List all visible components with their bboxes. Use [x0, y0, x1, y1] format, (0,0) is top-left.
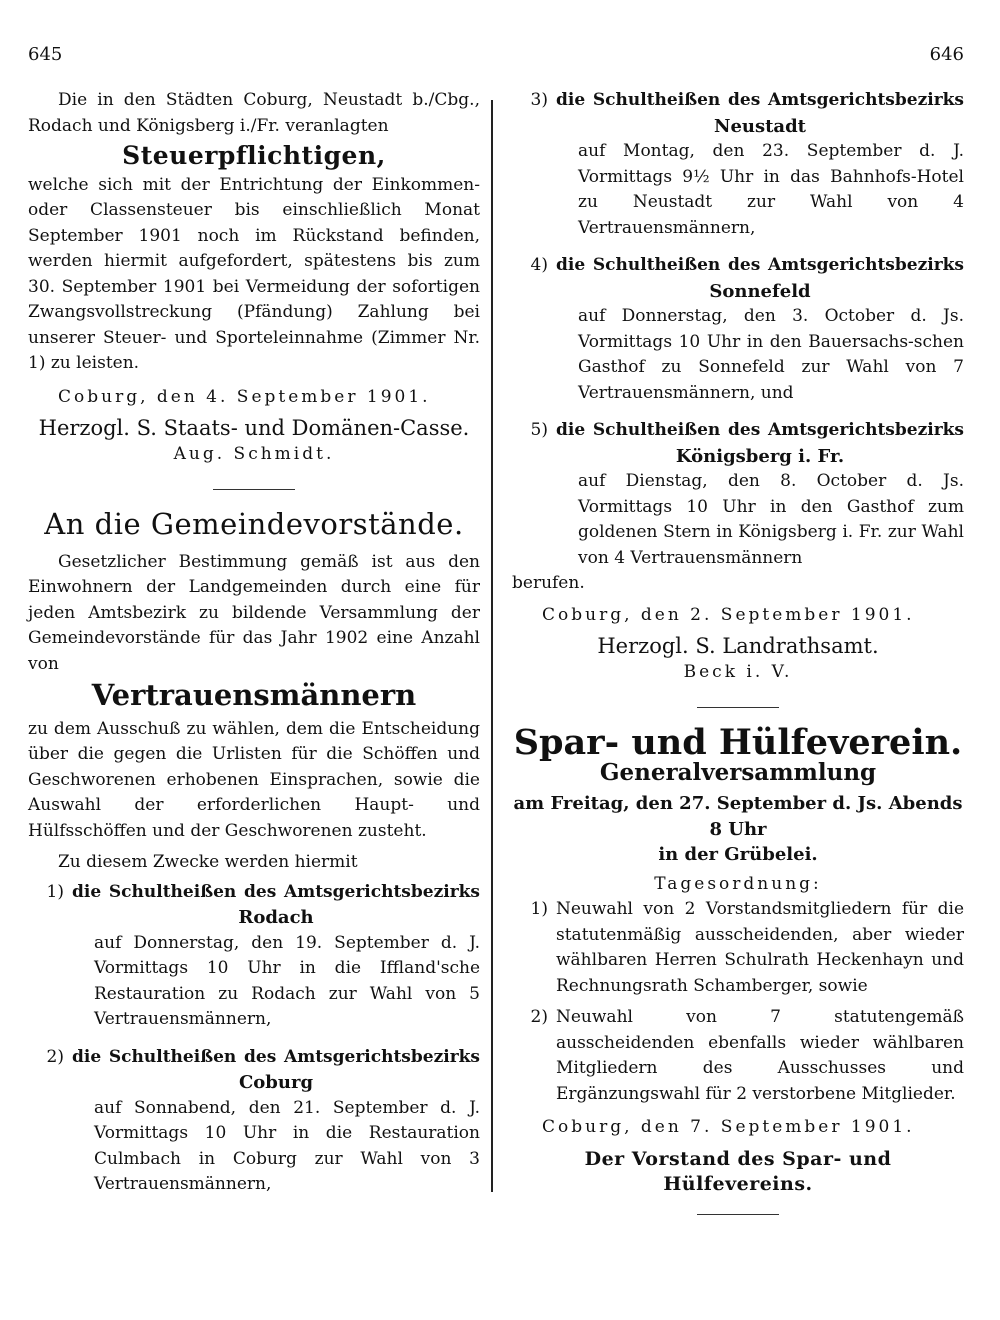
council-notice-subheading: Vertrauensmännern: [91, 678, 417, 712]
list-item-place: Coburg: [238, 1072, 314, 1093]
agenda-item-number: 2): [530, 1007, 548, 1027]
council-notice: [28, 507, 480, 1198]
association-notice: [512, 722, 964, 1215]
list-item-heading: die Schultheißen des Amtsgerichtsbezirks: [556, 420, 964, 440]
agenda-item-text: Neuwahl von 7 statutengemäß ausscheidenden ebenfalls wieder wählbaren Mitgliedern des Ausschusses und Ergänzungswahl für 2 verstorbene Mitglieder.: [556, 1007, 964, 1104]
list-item-number: 4): [530, 255, 548, 275]
closing-word: berufen.: [512, 573, 585, 593]
council-notice-body: Gesetzlicher Bestimmung gemäß ist aus den Einwohnern der Landgemeinden durch eine für jeden Amtsbezirk zu bildende Versammlung der Gemeindevorstände für das Jahr 1902 eine Anzahl von: [28, 551, 480, 674]
association-subtitle: Generalversammlung: [599, 758, 877, 786]
council-notice-signatory: Beck i. V.: [683, 661, 793, 682]
agenda-item-number: 1): [530, 899, 548, 919]
agenda-item-text: Neuwahl von 2 Vorstandsmitgliedern für die statutenmäßig ausscheidenden, aber wieder wählbaren Herren Schulrath Heckenhayn und Rechnungsrath Schamberger, sowie: [556, 899, 964, 996]
meeting-venue-line: in der Grübelei.: [658, 844, 818, 865]
tax-notice: [28, 88, 480, 467]
page-number-left: 645: [28, 44, 63, 65]
list-item-text: auf Sonnabend, den 21. September d. J. Vormittags 10 Uhr in die Restauration Culmbach in Coburg zur Wahl von 3 Vertrauensmännern,: [94, 1097, 480, 1194]
council-notice-continued: [512, 88, 964, 685]
meeting-date-line: am Freitag, den 27. September d. Js. Abends 8 Uhr: [513, 793, 963, 840]
association-place-date: Coburg, den 7. September 1901.: [542, 1117, 915, 1137]
list-item-text: auf Donnerstag, den 3. October d. Js. Vormittags 10 Uhr in den Bauersachs-schen Gasthof zu Sonnefeld zur Wahl von 7 Vertrauensmännern, und: [578, 306, 964, 403]
list-item-text: auf Dienstag, den 8. October d. Js. Vormittags 10 Uhr in den Gasthof zum goldenen Stern in Königsberg i. Fr. zur Wahl von 4 Vertrauensmännern: [578, 471, 964, 568]
list-item-heading: die Schultheißen des Amtsgerichtsbezirks: [556, 90, 964, 110]
list-item-number: 5): [530, 420, 548, 440]
list-item: [512, 88, 964, 241]
council-notice-place-date: Coburg, den 2. September 1901.: [542, 604, 915, 625]
list-item-text: auf Montag, den 23. September d. J. Vormittags 9½ Uhr in das Bahnhofs-Hotel zu Neustadt zur Wahl von 4 Vertrauensmännern,: [578, 141, 964, 238]
agenda-item: [512, 897, 964, 999]
section-rule: [697, 707, 779, 708]
list-item-place: Neustadt: [713, 115, 806, 137]
left-column: [28, 88, 480, 1198]
list-item: [28, 880, 480, 1033]
list-item-heading: die Schultheißen des Amtsgerichtsbezirks: [556, 255, 964, 275]
council-notice-signature: Herzogl. S. Landrathsamt.: [597, 634, 879, 658]
list-item-heading: die Schultheißen des Amtsgerichtsbezirks: [72, 881, 480, 902]
column-divider: [491, 100, 493, 1192]
council-notice-heading: An die Gemeindevorstände.: [44, 507, 464, 541]
list-item-place: Sonnefeld: [709, 280, 811, 302]
agenda-label: Tagesordnung:: [654, 873, 822, 894]
tax-notice-heading: Steuerpflichtigen,: [122, 141, 386, 170]
list-item-heading: die Schultheißen des Amtsgerichtsbezirks: [72, 1046, 480, 1067]
agenda-item: [512, 1005, 964, 1107]
list-item: [512, 418, 964, 571]
association-signature: Der Vorstand des Spar- und Hülfevereins.: [584, 1147, 892, 1195]
section-rule: [213, 489, 295, 490]
list-item-number: 2): [46, 1046, 64, 1067]
list-item: [28, 1045, 480, 1198]
tax-notice-body: welche sich mit der Entrichtung der Einkommen- oder Classensteuer bis einschließlich Monat September 1901 noch im Rückstand befinden, werden hiermit aufgefordert, spätestens bis zum 30. September 1901 bei Vermeidung der sofortigen Zwangsvollstreckung (Pfändung) Zahlung bei unserer Steuer- und Sporteleinnahme (Zimmer Nr. 1) zu leisten.: [28, 174, 480, 373]
tax-notice-place-date: Coburg, den 4. September 1901.: [58, 386, 431, 407]
section-rule: [697, 1214, 779, 1215]
tax-notice-intro: Die in den Städten Coburg, Neustadt b./Cbg., Rodach und Königsberg i./Fr. veranlagten: [28, 90, 480, 136]
council-notice-body2: zu dem Ausschuß zu wählen, dem die Entscheidung über die gegen die Urlisten für die Schöffen und Geschworenen erhobenen Einsprachen, sowie die Auswahl der erforderlichen Haupt- und Hülfsschöffen und der Geschworenen zusteht.: [28, 718, 480, 841]
list-item-number: 1): [46, 881, 64, 902]
page-number-right: 646: [929, 44, 964, 65]
council-notice-lead: Zu diesem Zwecke werden hiermit: [58, 852, 358, 872]
tax-notice-signatory: Aug. Schmidt.: [173, 443, 335, 464]
list-item-place: Königsberg i. Fr.: [675, 445, 845, 467]
list-item-number: 3): [530, 90, 548, 110]
list-item: [512, 253, 964, 406]
list-item-text: auf Donnerstag, den 19. September d. J. Vormittags 10 Uhr in die Iffland'sche Restauration zu Rodach zur Wahl von 5 Vertrauensmännern,: [94, 932, 480, 1029]
association-title: Spar- und Hülfeverein.: [513, 722, 963, 763]
tax-notice-signature: Herzogl. S. Staats- und Domänen-Casse.: [38, 416, 470, 440]
list-item-place: Rodach: [238, 907, 314, 928]
right-column: [512, 88, 964, 1237]
